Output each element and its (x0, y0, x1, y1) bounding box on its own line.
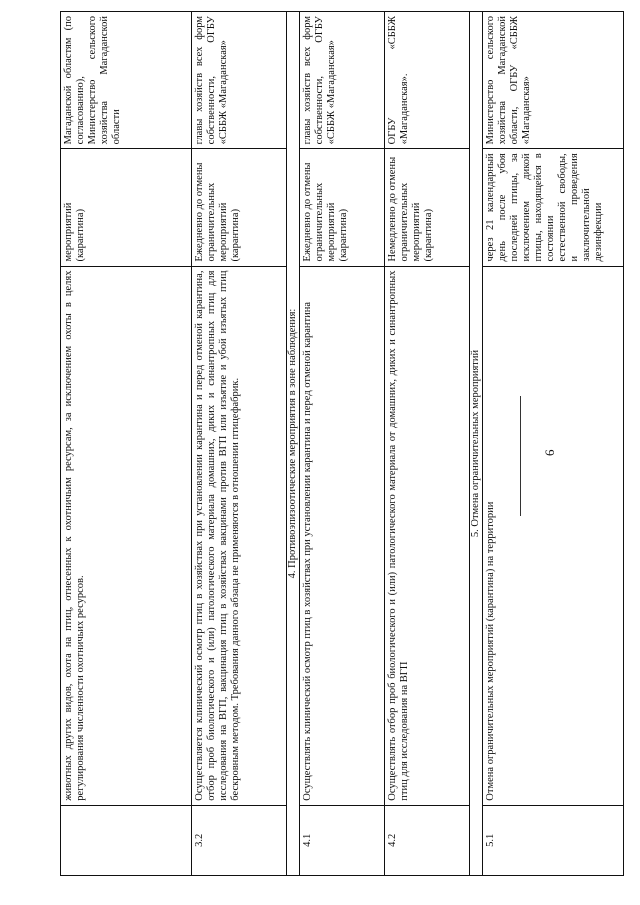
responsible-cell: Магаданской областям (по согласованию), Министерство сельского хозяйства Магаданской области (61, 12, 192, 149)
measure-cell: Осуществляется клинический осмотр птиц в хозяйствах при установлении карантина и перед отменой карантина, отбор проб биологического и (или) патологического материала домашних, диких и синантропных птиц для исследования на ВГП, вакцинация птиц в хозяйствах вакцинами против ВГП или изъятие и убой изъятых птиц бескровным методом. Требования данного абзаца не применяются в отношении птицефабрик. (192, 266, 287, 805)
measure-cell: Осуществлять клинический осмотр птиц в хозяйствах при установлении карантина и перед отменой карантина (300, 266, 385, 805)
deadline-cell: Ежедневно до отмены ограничительных мероприятий (карантина) (192, 149, 287, 266)
row-number: 3.2 (192, 805, 287, 875)
section-4-title: 4. Противоэпизоотические мероприятия в зоне наблюдения: (287, 12, 300, 876)
deadline-cell: Ежедневно до отмены ограничительных мероприятий (карантина) (300, 149, 385, 266)
row-number (61, 805, 192, 875)
responsible-cell: Министерство сельского хозяйства Магаданской области, ОГБУ «СББЖ «Магаданская» (483, 12, 624, 149)
measure-cell: Отмена ограничительных мероприятий (карантина) на территории (483, 266, 624, 805)
table-row (300, 12, 385, 876)
row-number: 4.2 (385, 805, 470, 875)
table-row (385, 12, 470, 876)
row-number: 4.1 (300, 805, 385, 875)
responsible-cell: ОГБУ «СББЖ «Магаданская». (385, 12, 470, 149)
rotated-sheet (60, 11, 604, 876)
responsible-cell: главы хозяйств всех форм собственности, ОГБУ «СББЖ «Магаданская» (192, 12, 287, 149)
separator-line (520, 396, 521, 516)
measure-cell: животных других видов, охота на птиц, отнесенных к охотничьим ресурсам, за исключением охоты в целях регулирования численности охотничьих ресурсов. (61, 266, 192, 805)
section-heading-row (287, 12, 300, 876)
table-row (192, 12, 287, 876)
section-5-title: 5. Отмена ограничительных мероприятий (470, 12, 483, 876)
measures-table (60, 11, 624, 876)
table-row (483, 12, 624, 876)
responsible-cell: главы хозяйств всех форм собственности, ОГБУ «СББЖ «Магаданская» (300, 12, 385, 149)
row-number: 5.1 (483, 805, 624, 875)
deadline-cell: мероприятий (карантина) (61, 149, 192, 266)
deadline-cell: через 21 календарный день после убоя последней птицы, за исключением дикой птицы, находящейся в состоянии естественной свободы, и проведения заключительной дезинфекции (483, 149, 624, 266)
page-number: 6 (542, 449, 557, 456)
deadline-cell: Немедленно до отмены ограничительных мероприятий (карантина) (385, 149, 470, 266)
section-heading-row (470, 12, 483, 876)
measure-cell: Осуществлять отбор проб биологического и (или) патологического материала от домашних, диких и синантропных птиц для исследования на ВГП (385, 266, 470, 805)
table-row (61, 12, 192, 876)
